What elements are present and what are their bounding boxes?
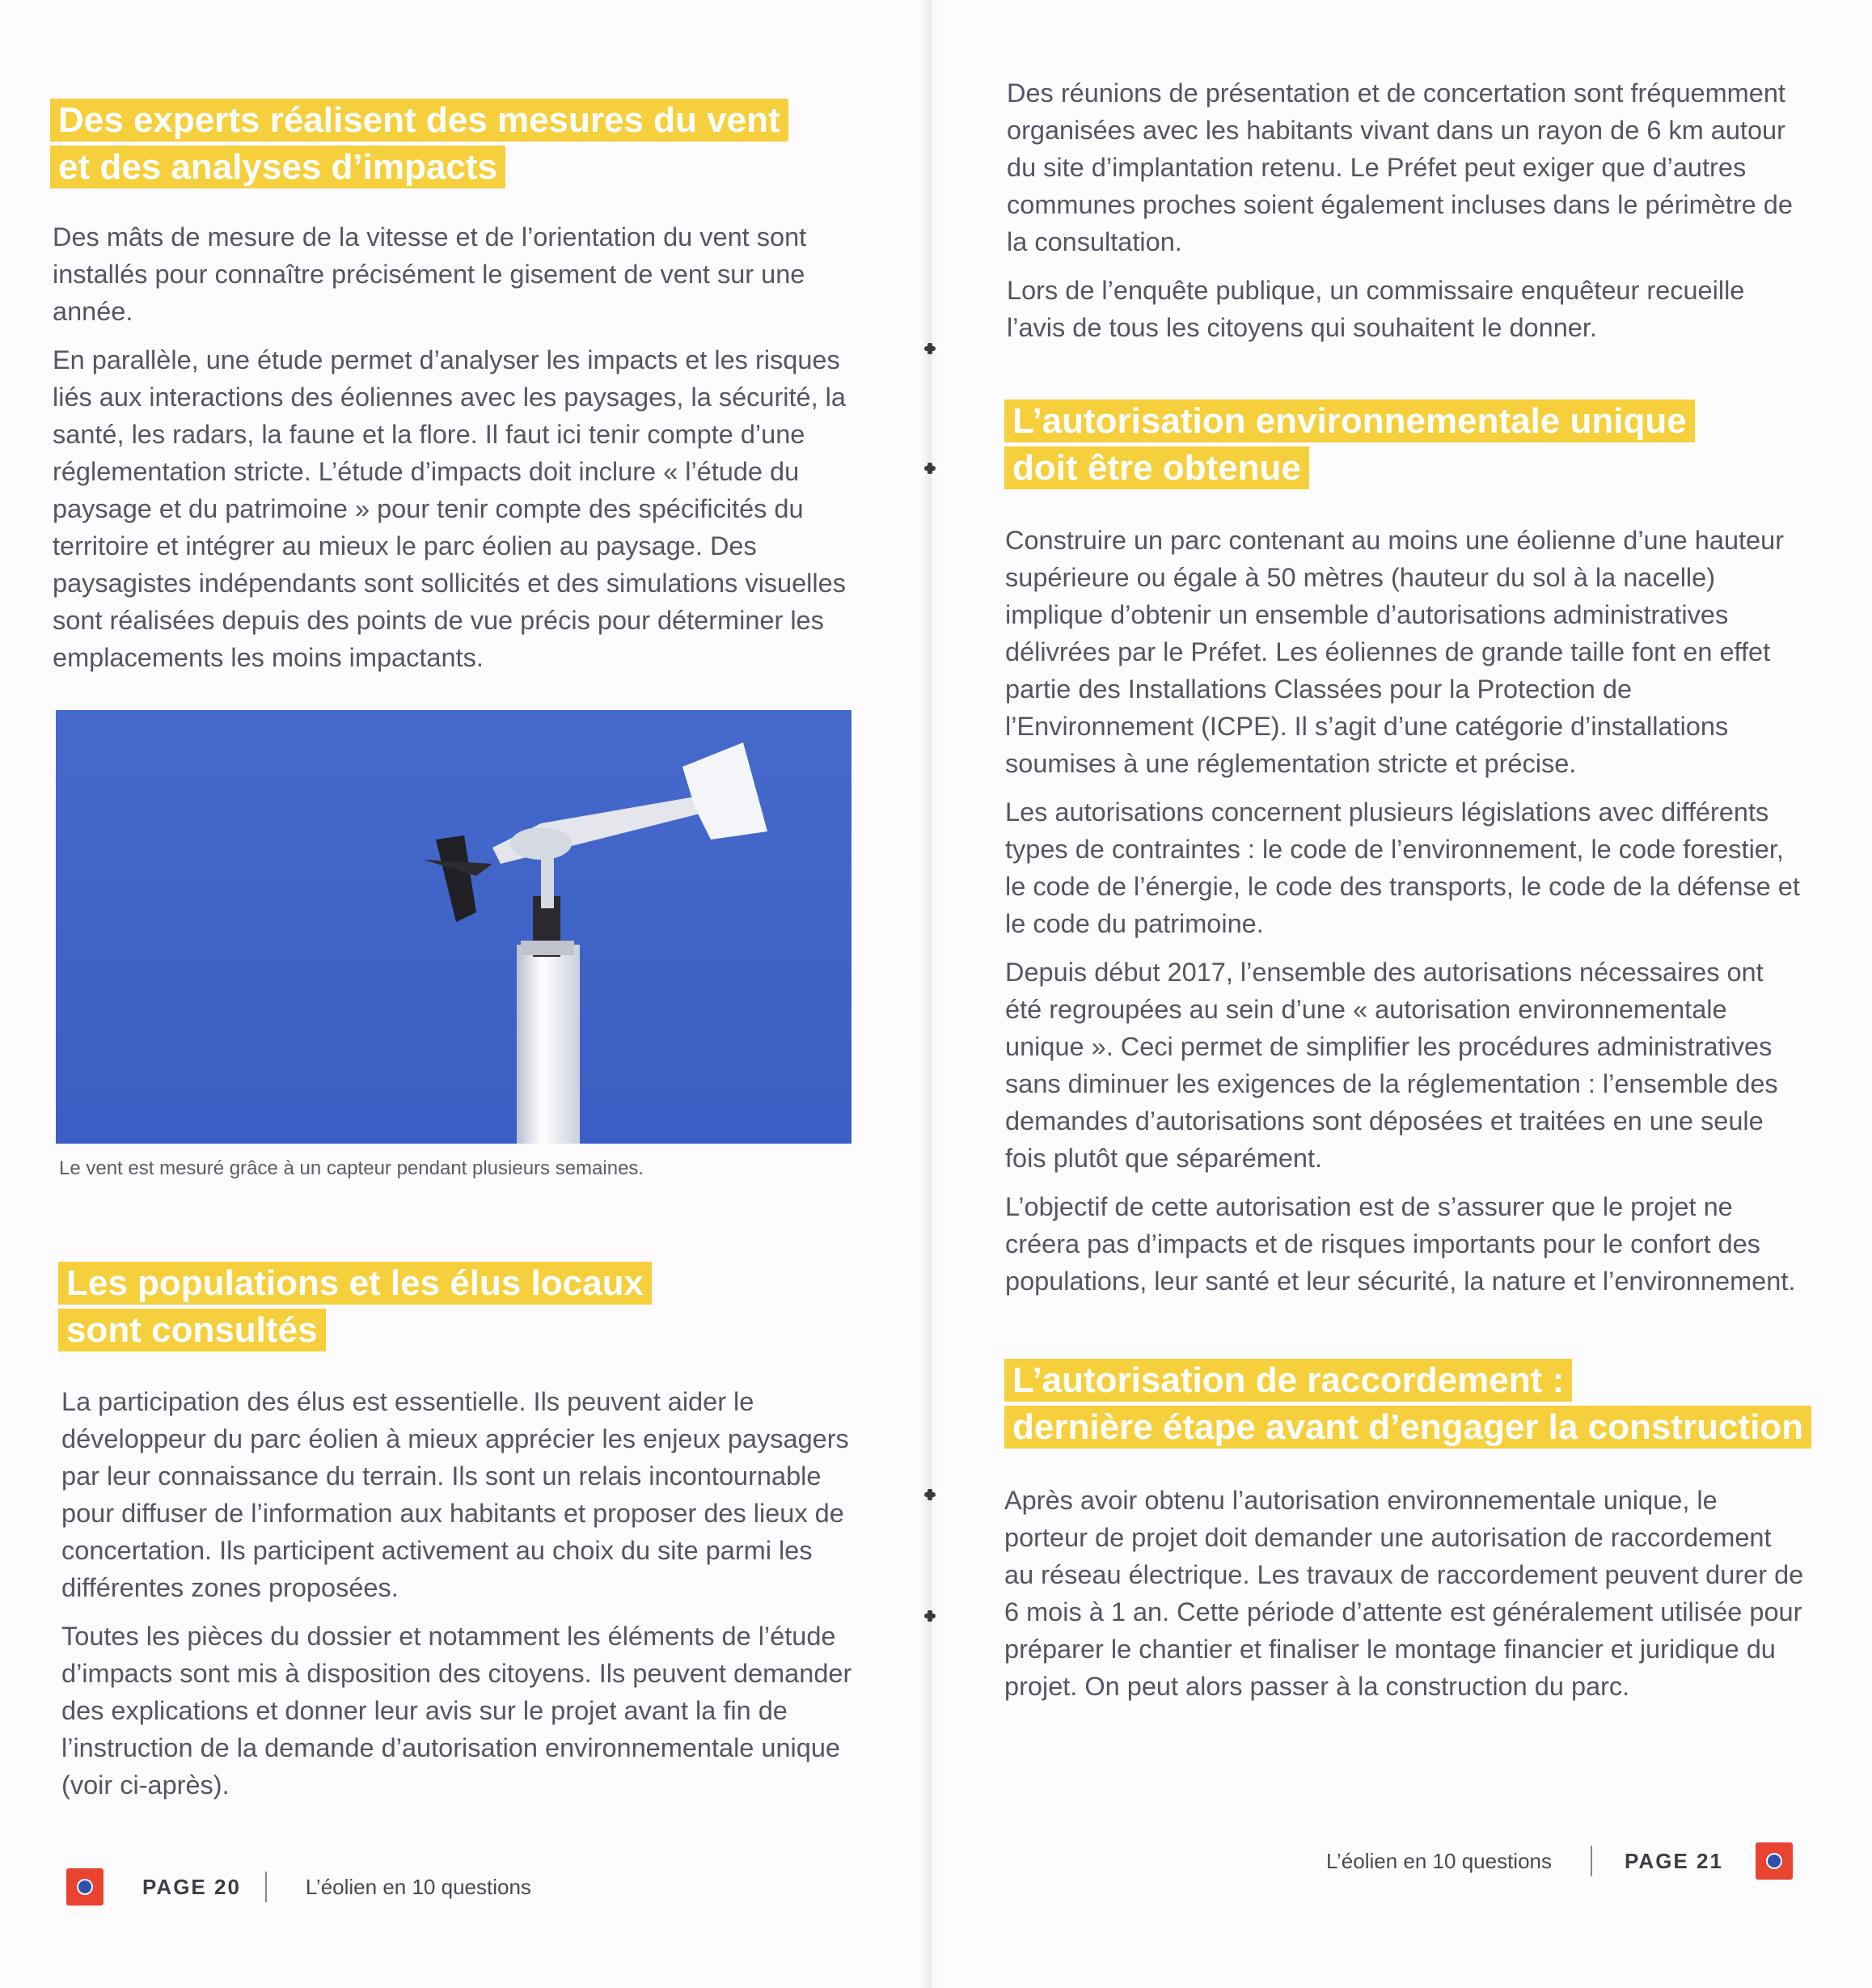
paragraph: Lors de l’enquête publique, un commissaire enquêteur recueille l’avis de tous les citoyens qui souhaitent le donner.	[1007, 276, 1745, 342]
page-number: PAGE 21	[1625, 1849, 1723, 1873]
paragraph: Toutes les pièces du dossier et notamment les éléments de l’étude d’impacts sont mis à disposition des citoyens. Ils peuvent demander des explications et donner leur avis sur le projet avant la fin de l’instruction de la demande d’autorisation environnementale unique (voir ci-après).	[61, 1622, 852, 1800]
page-number: PAGE 20	[142, 1875, 241, 1899]
right-connection-text	[1004, 1482, 1805, 1716]
section-heading	[1004, 398, 1837, 492]
publication-title: L’éolien en 10 questions	[305, 1875, 531, 1899]
photo-caption: Le vent est mesuré grâce à un capteur pendant plusieurs semaines.	[59, 1157, 644, 1179]
paragraph: Des mâts de mesure de la vitesse et de l’orientation du vent sont installés pour connaître précisément le gisement de vent sur une année.	[53, 222, 807, 326]
book-gutter	[920, 0, 940, 1988]
paragraph: L’objectif de cette autorisation est de s’assurer que le projet ne créera pas d’impacts et de risques importants pour le confort des populations, leur santé et leur sécurité, la nature et l’environnement.	[1005, 1192, 1796, 1296]
left-heading-1	[50, 97, 899, 191]
left-heading-2	[58, 1260, 907, 1354]
left-footer	[66, 1868, 531, 1906]
left-intro-text	[53, 218, 857, 687]
heading-line: et des analyses d’impacts	[50, 146, 505, 188]
staple	[924, 466, 936, 471]
ministry-logo-icon	[1756, 1842, 1793, 1880]
wind-vane-illustration	[56, 710, 851, 1144]
heading-line: doit être obtenue	[1004, 446, 1309, 489]
ministry-logo-icon	[66, 1868, 104, 1906]
right-intro-text	[1007, 74, 1807, 357]
paragraph: En parallèle, une étude permet d’analyser les impacts et les risques liés aux interactions des éoliennes avec les paysages, la sécurité, la santé, les radars, la faune et la flore. Il faut ici tenir compte d’une réglementation stricte. L’étude d’impacts doit inclure « l’étude du paysage et du patrimoine » pour tenir compte des spécificités du territoire et intégrer au mieux le parc éolien au paysage. Des paysagistes indépendants sont sollicités et des simulations visuelles sont réalisées depuis des points de vue précis pour déterminer les emplacements les moins impactants.	[53, 345, 846, 672]
anemometer-photo	[56, 710, 851, 1144]
section-heading	[1004, 1357, 1845, 1451]
heading-line: L’autorisation de raccordement :	[1004, 1359, 1572, 1402]
section-heading	[58, 1260, 907, 1354]
heading-line: L’autorisation environnementale unique	[1004, 400, 1695, 442]
paragraph: Depuis début 2017, l’ensemble des autorisations nécessaires ont été regroupées au sein d’une « autorisation environnementale unique ». Ceci permet de simplifier les procédures administratives sans diminuer les exigences de la réglementation : l’ensemble des demandes d’autorisations sont déposées et traitées en une seule fois plutôt que séparément.	[1005, 958, 1778, 1173]
right-footer	[1326, 1842, 1793, 1880]
heading-line: Des experts réalisent des mesures du vent	[50, 99, 788, 142]
paragraph: Les autorisations concernent plusieurs législations avec différents types de contraintes : le code de l’environnement, le code forestier, le code de l’énergie, le code des transports, le code de la défense et le code du patrimoine.	[1005, 797, 1800, 938]
left-consultation-text	[61, 1383, 862, 1815]
paragraph: Construire un parc contenant au moins une éolienne d’une hauteur supérieure ou égale à 50 mètres (hauteur du sol à la nacelle) implique d’obtenir un ensemble d’autorisations administratives délivrées par le Préfet. Les éoliennes de grande taille font en effet partie des Installations Classées pour la Protection de l’Environnement (ICPE). Il s’agit d’une catégorie d’installations soumises à une réglementation stricte et précise.	[1005, 526, 1785, 778]
paragraph: La participation des élus est essentielle. Ils peuvent aider le développeur du parc éolien à mieux apprécier les enjeux paysagers par leur connaissance du terrain. Ils sont un relais incontournable pour diffuser de l’information aux habitants et proposer des lieux de concertation. Ils participent activement au choix du site parmi les différentes zones proposées.	[61, 1387, 849, 1602]
paragraph: Après avoir obtenu l’autorisation environnementale unique, le porteur de projet doit demander une autorisation de raccordement au réseau électrique. Les travaux de raccordement peuvent durer de 6 mois à 1 an. Cette période d’attente est généralement utilisée pour préparer le chantier et finaliser le montage financier et juridique du projet. On peut alors passer à la construction du parc.	[1004, 1486, 1804, 1701]
staple	[924, 1614, 936, 1618]
heading-line: Les populations et les élus locaux	[58, 1262, 652, 1305]
right-authorization-text	[1005, 522, 1802, 1311]
section-heading	[50, 97, 899, 191]
paragraph: Des réunions de présentation et de concertation sont fréquemment organisées avec les habitants vivant dans un rayon de 6 km autour du site d’implantation retenu. Le Préfet peut exiger que d’autres communes proches soient également incluses dans le périmètre de la consultation.	[1007, 78, 1793, 256]
heading-line: dernière étape avant d’engager la construction	[1004, 1406, 1811, 1449]
right-heading-1	[1004, 398, 1837, 492]
right-heading-2	[1004, 1357, 1845, 1451]
footer-divider	[265, 1872, 267, 1902]
heading-line: sont consultés	[58, 1309, 326, 1351]
staple	[924, 1492, 936, 1497]
publication-title: L’éolien en 10 questions	[1326, 1849, 1553, 1873]
staple	[924, 346, 936, 351]
footer-divider	[1591, 1846, 1592, 1876]
